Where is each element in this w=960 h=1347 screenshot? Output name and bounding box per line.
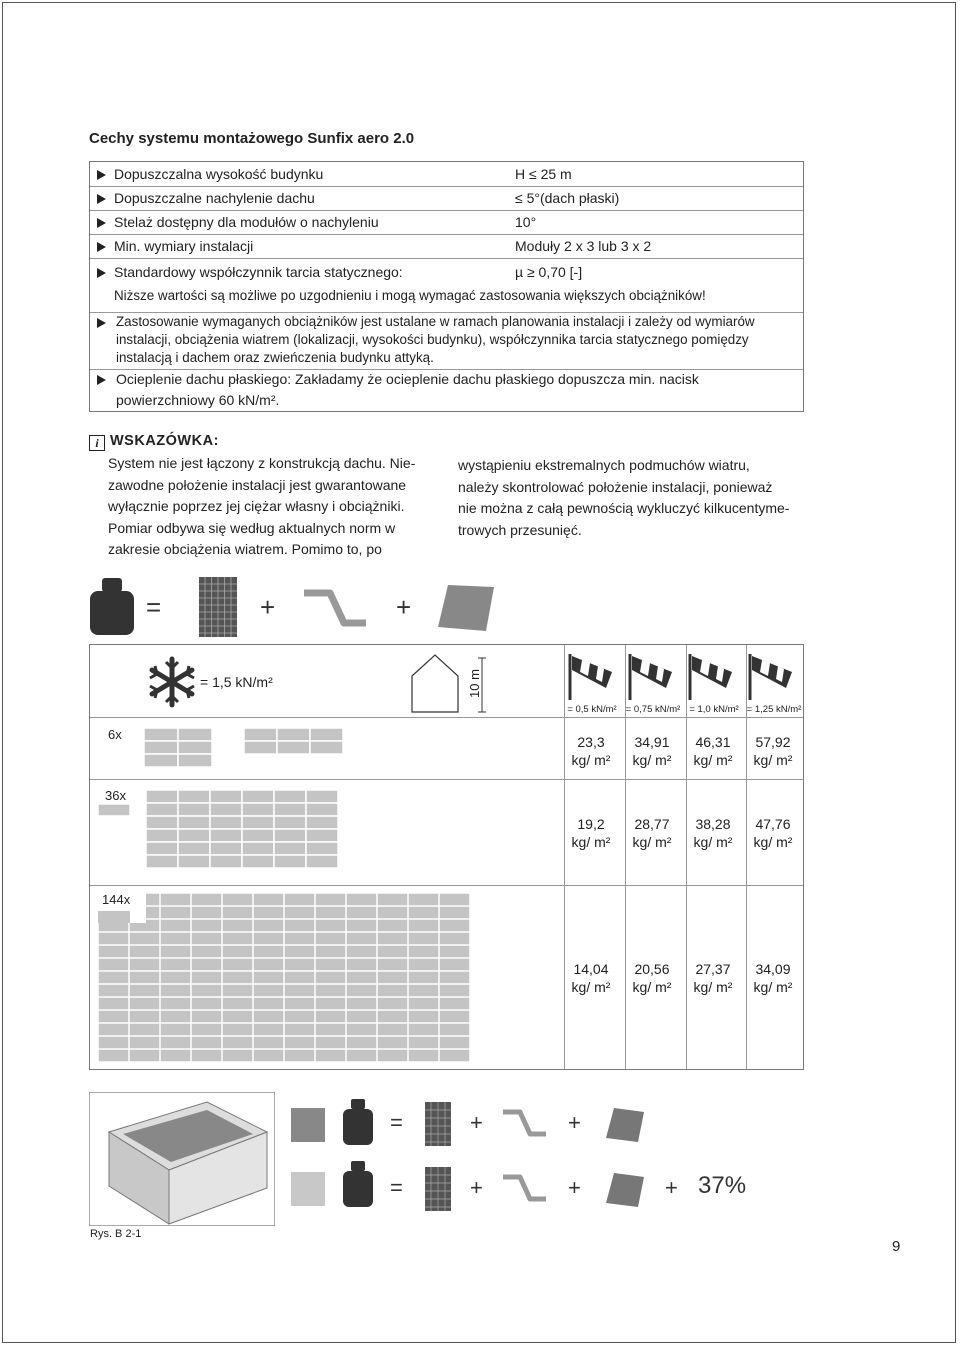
figure-caption: Rys. B 2-1 bbox=[90, 1228, 142, 1240]
panel-array-144 bbox=[98, 893, 473, 1063]
spec-label: Standardowy współczynnik tarcia statycznego: bbox=[114, 264, 403, 280]
spec-value: H ≤ 25 m bbox=[515, 166, 572, 182]
ballast-value: 46,31 kg/ m² bbox=[693, 734, 733, 768]
ballast-value: 38,28 kg/ m² bbox=[693, 816, 733, 850]
spec-label: Dopuszczalna wysokość budynku bbox=[114, 166, 324, 182]
equals-sign: = bbox=[390, 1110, 403, 1135]
building-height-icon bbox=[408, 652, 498, 716]
spec-row-insulation bbox=[90, 370, 803, 412]
bullet-arrow-icon bbox=[97, 242, 106, 252]
page-title: Cechy systemu montażowego Sunfix aero 2.0 bbox=[89, 130, 415, 147]
page-number: 9 bbox=[892, 1238, 901, 1255]
ballast-value: 34,91 kg/ m² bbox=[632, 734, 672, 768]
equals-sign: = bbox=[146, 592, 162, 622]
ballast-value: 27,37 kg/ m² bbox=[693, 961, 733, 995]
roof-protection-mat-icon bbox=[604, 1106, 646, 1144]
windsock-icon bbox=[566, 652, 616, 702]
note-line: Pomiar odbywa się według aktualnych norm w bbox=[108, 519, 396, 536]
roof-area-light-swatch bbox=[291, 1172, 325, 1206]
bullet-arrow-icon bbox=[97, 170, 106, 180]
ballast-value: 28,77 kg/ m² bbox=[632, 816, 672, 850]
spec-row bbox=[90, 234, 803, 259]
bullet-arrow-icon bbox=[97, 268, 106, 278]
bullet-arrow-icon bbox=[97, 375, 106, 385]
ballast-value: 47,76 kg/ m² bbox=[753, 816, 793, 850]
quantity-label: 6x bbox=[108, 727, 122, 742]
plus-sign: + bbox=[470, 1110, 483, 1135]
solar-panel-icon bbox=[425, 1102, 451, 1146]
note-line: wystąpieniu ekstremalnych podmuchów wiatru, bbox=[458, 457, 750, 473]
plus-sign: + bbox=[568, 1175, 581, 1200]
ballast-value: 57,92 kg/ m² bbox=[753, 734, 793, 768]
note-line: zawodne położenie instalacji jest gwarantowane bbox=[108, 476, 407, 493]
wind-load-label: = 1,25 kN/m² bbox=[746, 704, 802, 715]
note-line: zakresie obciążenia wiatrem. Pomimo to, po bbox=[108, 541, 382, 557]
spec-value: Moduły 2 x 3 lub 3 x 2 bbox=[515, 238, 652, 254]
plus-sign: + bbox=[665, 1175, 678, 1200]
weight-icon bbox=[86, 575, 138, 637]
equals-sign: = bbox=[390, 1175, 403, 1200]
mounting-bracket-icon bbox=[300, 585, 370, 633]
spec-row bbox=[90, 210, 803, 235]
ballast-value: 34,09 kg/ m² bbox=[753, 961, 793, 995]
roof-protection-mat-icon bbox=[436, 583, 496, 635]
wind-load-label: = 0,75 kN/m² bbox=[625, 704, 681, 715]
note-line: nie można z całą pewnością wykluczyć kilkucentyme- bbox=[458, 500, 790, 516]
note-column-2 bbox=[458, 455, 789, 541]
insulation-line: powierzchniowy 60 kN/m². bbox=[116, 392, 280, 408]
plus-sign: + bbox=[396, 592, 412, 622]
panel-array-36 bbox=[98, 790, 348, 870]
friction-note: Niższe wartości są możliwe po uzgodnieniu i mogą wymagać zastosowania większych obciążników! bbox=[114, 288, 706, 303]
spec-box bbox=[89, 161, 804, 412]
spec-value: µ ≥ 0,70 [-] bbox=[515, 264, 583, 280]
weight-icon bbox=[341, 1159, 375, 1209]
solar-panel-icon bbox=[199, 577, 237, 637]
plus-sign: + bbox=[260, 592, 276, 622]
spec-row-ballast bbox=[90, 313, 803, 370]
bullet-arrow-icon bbox=[97, 318, 106, 328]
solar-panel-icon bbox=[425, 1167, 451, 1211]
ballast-line: instalacji, obciążenia wiatrem (lokalizacji, wysokości budynku), współczynnika tarcia statycznego pomiędzy bbox=[116, 332, 749, 347]
ballast-line: Zastosowanie wymaganych obciążników jest ustalane w ramach planowania instalacji i zależy od wymiarów bbox=[116, 314, 755, 329]
attic-percent-increase: 37% bbox=[698, 1172, 747, 1199]
note-title: WSKAZÓWKA: bbox=[110, 433, 219, 449]
note-line: System nie jest łączony z konstrukcją dachu. Nie- bbox=[108, 455, 416, 471]
wind-load-label: = 0,5 kN/m² bbox=[567, 704, 617, 715]
windsock-icon bbox=[686, 652, 736, 702]
bullet-arrow-icon bbox=[97, 218, 106, 228]
panel-array-6 bbox=[144, 728, 344, 772]
windsock-icon bbox=[746, 652, 796, 702]
plus-sign: + bbox=[568, 1110, 581, 1135]
spec-label: Stelaż dostępny dla modułów o nachyleniu bbox=[114, 214, 379, 230]
quantity-label: 144x bbox=[102, 892, 131, 907]
info-icon: i bbox=[89, 435, 105, 451]
mounting-bracket-icon bbox=[500, 1106, 550, 1142]
spec-label: Min. wymiary instalacji bbox=[114, 238, 254, 254]
spec-value: 10° bbox=[515, 214, 537, 230]
windsock-icon bbox=[626, 652, 676, 702]
plus-sign: + bbox=[470, 1175, 483, 1200]
ballast-value: 23,3 kg/ m² bbox=[571, 734, 611, 768]
spec-row bbox=[90, 162, 803, 187]
wind-load-label: = 1,0 kN/m² bbox=[689, 704, 739, 715]
building-height-label: 10 m bbox=[466, 669, 482, 698]
note-line: należy skontrolować położenie instalacji, ponieważ bbox=[458, 478, 773, 495]
roof-area-dark-swatch bbox=[291, 1108, 325, 1142]
spec-value: ≤ 5°(dach płaski) bbox=[515, 190, 620, 206]
ballast-value: 20,56 kg/ m² bbox=[632, 961, 672, 995]
snowflake-icon bbox=[146, 656, 198, 708]
ballast-value: 14,04 kg/ m² bbox=[571, 961, 611, 995]
bullet-arrow-icon bbox=[97, 194, 106, 204]
insulation-line: Ocieplenie dachu płaskiego: Zakładamy że ocieplenie dachu płaskiego dopuszcza min. nacisk bbox=[116, 371, 699, 387]
weight-icon bbox=[341, 1097, 375, 1147]
quantity-label: 36x bbox=[105, 788, 126, 803]
note-column-1 bbox=[108, 453, 415, 561]
roof-protection-mat-icon bbox=[604, 1171, 646, 1209]
spec-label: Dopuszczalne nachylenie dachu bbox=[114, 190, 315, 206]
ballast-value: 19,2 kg/ m² bbox=[571, 816, 611, 850]
spec-row bbox=[90, 186, 803, 211]
mounting-bracket-icon bbox=[500, 1171, 550, 1207]
snow-load-label: = 1,5 kN/m² bbox=[200, 674, 273, 690]
note-line: wyłącznie poprzez jej ciężar własny i obciążniki. bbox=[108, 498, 405, 514]
ballast-line: instalacją i dachem oraz zwieńczenia budynku attyką. bbox=[116, 350, 434, 365]
note-line: trowych przesunięć. bbox=[458, 521, 582, 538]
attic-roof-illustration bbox=[89, 1092, 275, 1226]
spec-row-friction bbox=[90, 260, 803, 313]
